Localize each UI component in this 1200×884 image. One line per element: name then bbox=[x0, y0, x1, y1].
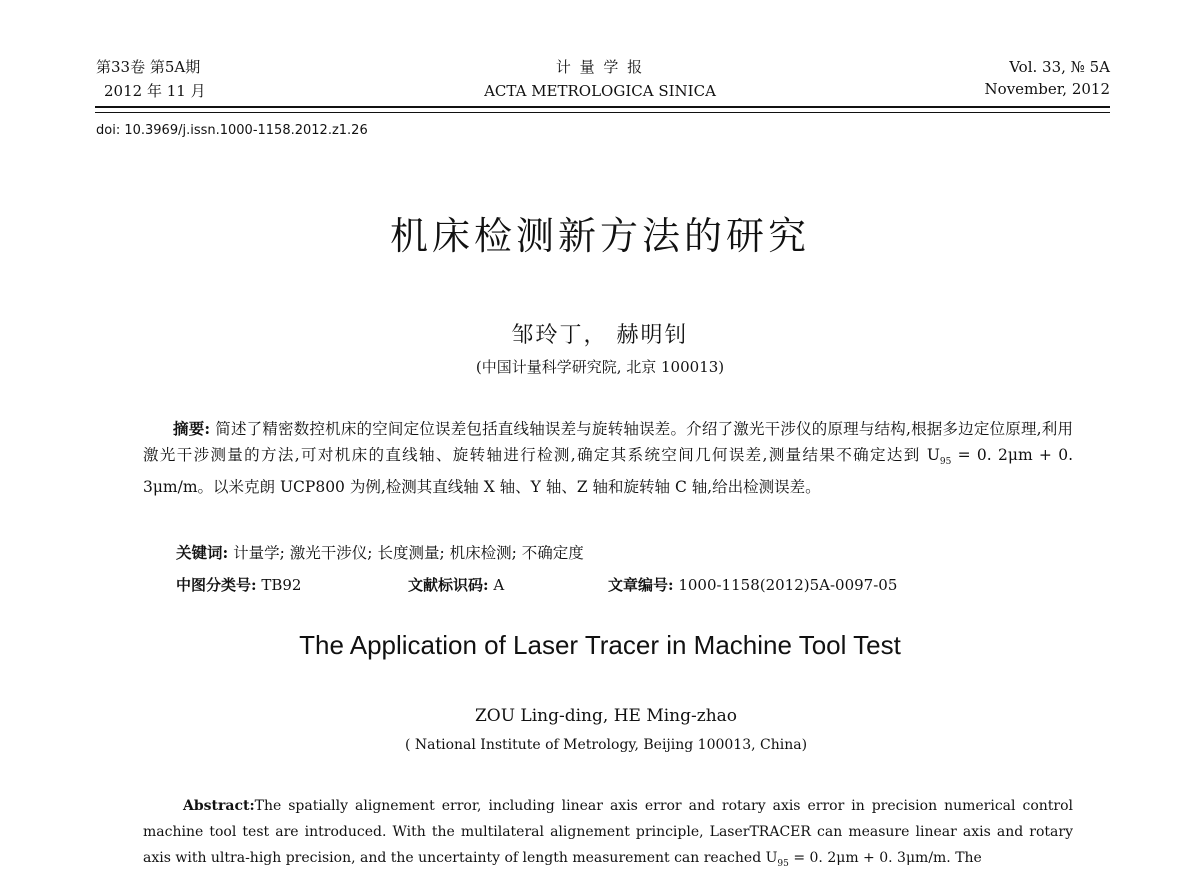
clc-number bbox=[176, 574, 301, 595]
abstract-en-label: Abstract: bbox=[183, 798, 255, 814]
abstract-en bbox=[143, 793, 1073, 877]
abstract-cn-u-subscript: 95 bbox=[939, 456, 952, 467]
volume-issue-cn: 第33卷 第5A期 bbox=[96, 58, 201, 76]
keywords-cn-text: 计量学; 激光干涉仪; 长度测量; 机床检测; 不确定度 bbox=[228, 544, 584, 562]
doi: doi: 10.3969/j.issn.1000-1158.2012.z1.26 bbox=[96, 123, 368, 138]
document-code bbox=[408, 574, 504, 595]
abstract-cn-text-end: = 0. 2μm + 0. 3μm/m。以米克朗 UCP800 为例,检测其直线轴 X 轴、Y 轴、Z 轴和旋转轴 C 轴,给出检测误差。 bbox=[143, 445, 1073, 497]
affiliation-en: ( National Institute of Metrology, Beijing 100013, China) bbox=[404, 737, 808, 753]
abstract-cn bbox=[143, 416, 1073, 501]
abstract-cn-text: 简述了精密数控机床的空间定位误差包括直线轴误差与旋转轴误差。介绍了激光干涉仪的原理与结构,根据多边定位原理,利用激光干涉测量的方法,可对机床的直线轴、旋转轴进行检测,确定其系统空间几何误差,测量结果不确定达到 U bbox=[143, 420, 1073, 464]
authors-cn: 邹玲丁， 赫明钊 bbox=[511, 323, 689, 348]
keywords-cn-label: 关键词: bbox=[176, 543, 229, 562]
date-en: November, 2012 bbox=[984, 80, 1110, 98]
clc-label: 中图分类号: bbox=[176, 576, 257, 594]
abstract-en-text-end: = 0. 2μm + 0. 3μm/m. The bbox=[788, 850, 982, 866]
keywords-cn bbox=[176, 541, 584, 563]
header-rule-thin bbox=[95, 112, 1110, 113]
date-cn: 2012 年 11 月 bbox=[104, 82, 206, 100]
journal-name-en: ACTA METROLOGICA SINICA bbox=[484, 82, 716, 100]
article-number bbox=[608, 574, 897, 595]
volume-issue-en: Vol. 33, № 5A bbox=[1009, 58, 1110, 76]
abstract-en-text: The spatially alignement error, including linear axis error and rotary axis error in precision numerical control machine tool test are introduced. With the multilateral alignement principle, LaserTRACER can measure linear axis and rotary axis with ultra-high precision, and the uncertainty of length measurement can reached U bbox=[143, 798, 1073, 866]
journal-name-cn: 计 量 学 报 bbox=[555, 58, 645, 76]
article-number-value: 1000-1158(2012)5A-0097-05 bbox=[673, 576, 898, 594]
document-code-value: A bbox=[488, 576, 505, 594]
title-cn: 机床检测新方法的研究 bbox=[389, 214, 810, 258]
clc-value: TB92 bbox=[256, 576, 302, 594]
title-en: The Application of Laser Tracer in Machine Tool Test bbox=[299, 630, 901, 660]
header-rule-thick bbox=[95, 106, 1110, 108]
abstract-cn-label: 摘要: bbox=[173, 419, 211, 438]
article-number-label: 文章编号: bbox=[608, 576, 674, 594]
abstract-en-u-subscript: 95 bbox=[777, 858, 789, 869]
authors-en: ZOU Ling-ding, HE Ming-zhao bbox=[474, 706, 738, 726]
affiliation-cn: (中国计量科学研究院, 北京 100013) bbox=[475, 358, 725, 376]
document-code-label: 文献标识码: bbox=[408, 576, 489, 594]
